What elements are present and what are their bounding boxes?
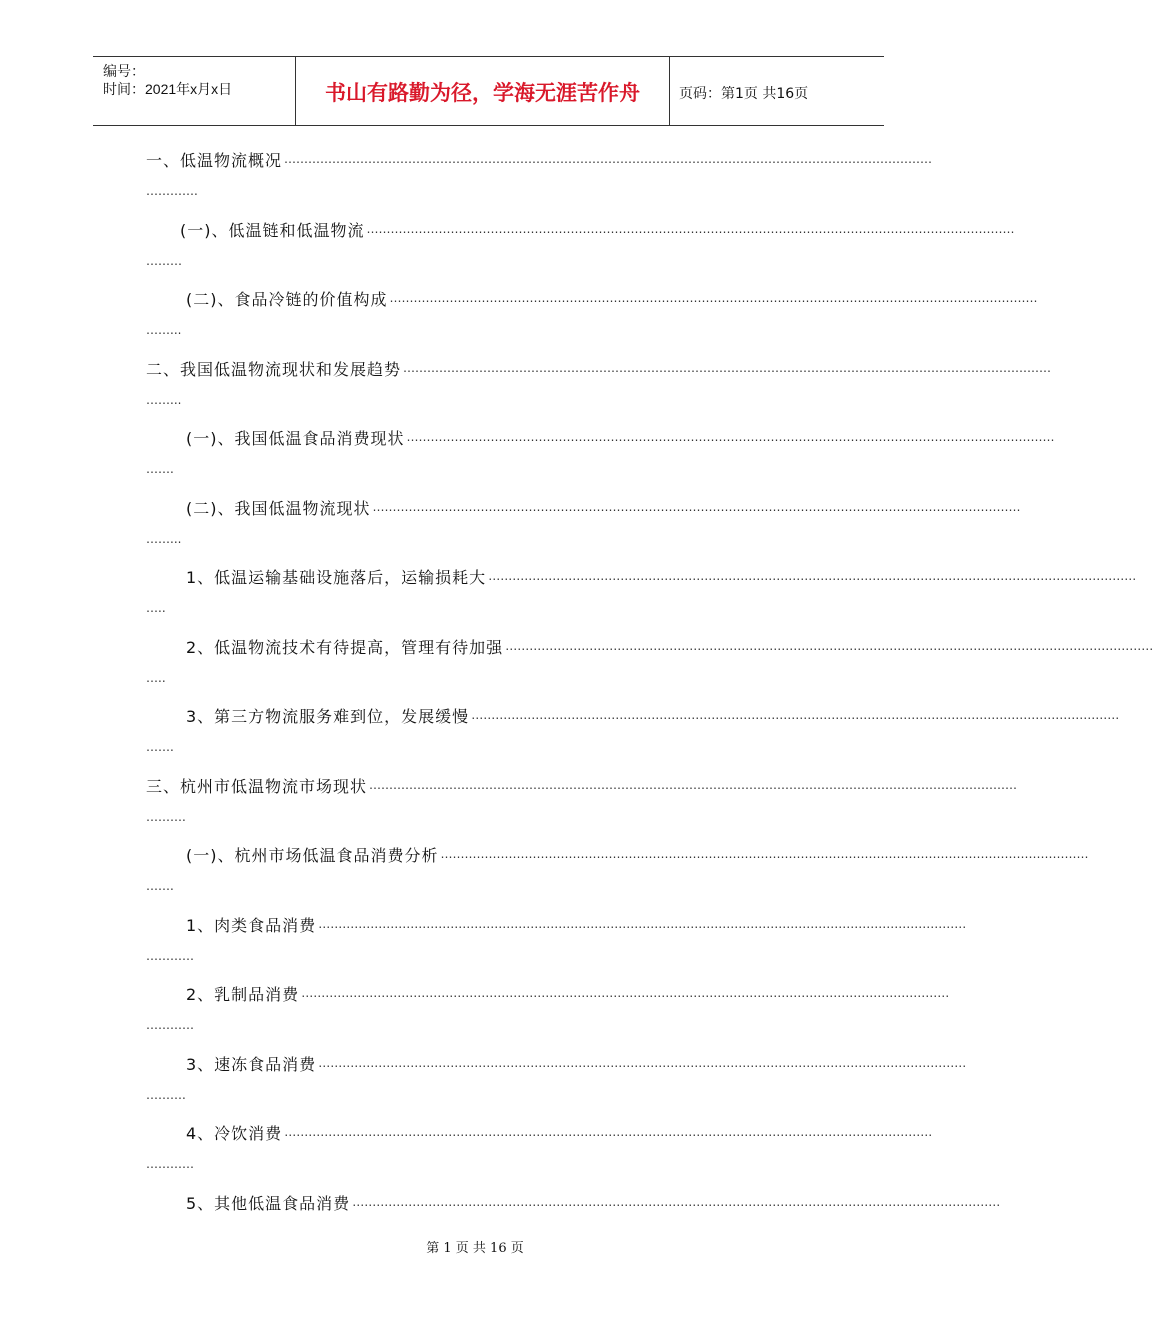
toc-entry[interactable]: (二)、我国低温物流现状 — [186, 499, 371, 518]
toc-leader-continuation: ………. — [146, 810, 186, 824]
toc-leader-continuation: ……... — [146, 532, 182, 546]
toc-leader-continuation: ……... — [146, 393, 182, 407]
toc-entry[interactable]: 一、低温物流概况 — [146, 151, 283, 170]
header-page-cell — [669, 57, 884, 125]
motto: 书山有路勤为径，学海无涯苦作舟 — [325, 81, 640, 105]
toc-leader-dots: ……………………………………………………………………………………………………………………………………………… — [366, 222, 1015, 236]
toc-leader-dots: ……………………………………………………………………………………………………………………………………………… — [284, 1125, 933, 1139]
toc-leader-continuation: ……. — [146, 462, 174, 476]
toc-leader-dots: ……………………………………………………………………………………………………………………………………………… — [488, 569, 1137, 583]
toc-leader-dots: ……………………………………………………………………………………………………………………………………………… — [505, 639, 1153, 653]
toc-leader-dots: ……………………………………………………………………………………………………………………………………………… — [406, 430, 1055, 444]
toc-leader-continuation: ………… — [146, 1157, 194, 1171]
number-label: 编号： — [103, 63, 145, 79]
toc-entry[interactable]: (二)、食品冷链的价值构成 — [186, 290, 388, 309]
toc-leader-continuation: ………… — [146, 949, 194, 963]
page-info: 页码：第1页 共16页 — [679, 86, 809, 102]
toc-leader-dots: ……………………………………………………………………………………………………………………………………………… — [389, 291, 1038, 305]
toc-entry[interactable]: 3、第三方物流服务难到位，发展缓慢 — [186, 707, 470, 726]
toc-leader-continuation: ……. — [146, 740, 174, 754]
toc-leader-dots: ……………………………………………………………………………………………………………………………………………… — [352, 1195, 1001, 1209]
toc-entry[interactable]: 3、速冻食品消费 — [186, 1055, 317, 1074]
toc-entry[interactable]: (一)、我国低温食品消费现状 — [186, 429, 405, 448]
toc-leader-continuation: ….. — [146, 601, 166, 615]
toc-entry[interactable]: (一)、杭州市场低温食品消费分析 — [186, 846, 439, 865]
toc-leader-continuation: ………. — [146, 1088, 186, 1102]
header-motto-cell — [295, 57, 670, 125]
toc-leader-dots: ……………………………………………………………………………………………………………………………………………… — [440, 847, 1089, 861]
toc-leader-continuation: ……. — [146, 879, 174, 893]
page-footer: 第 1 页 共 16 页 — [426, 1241, 524, 1256]
toc-leader-continuation: ………… — [146, 1018, 194, 1032]
toc-leader-dots: ……………………………………………………………………………………………………………………………………………… — [471, 708, 1120, 722]
time-label: 时间：2021年x月x日 — [103, 81, 233, 97]
toc-leader-dots: ……………………………………………………………………………………………………………………………………………… — [403, 361, 1052, 375]
toc-leader-continuation: ….. — [146, 671, 166, 685]
toc-leader-dots: ……………………………………………………………………………………………………………………………………………… — [318, 917, 967, 931]
toc-leader-continuation: …………. — [146, 184, 198, 198]
toc-entry[interactable]: 三、杭州市低温物流市场现状 — [146, 777, 368, 796]
toc-leader-dots: ……………………………………………………………………………………………………………………………………………… — [372, 500, 1021, 514]
toc-leader-dots: ……………………………………………………………………………………………………………………………………………… — [318, 1056, 967, 1070]
toc-entry[interactable]: 1、低温运输基础设施落后，运输损耗大 — [186, 568, 487, 587]
toc-entry[interactable]: 2、乳制品消费 — [186, 985, 300, 1004]
toc-entry[interactable]: 5、其他低温食品消费 — [186, 1194, 351, 1213]
toc-entry[interactable]: 二、我国低温物流现状和发展趋势 — [146, 360, 402, 379]
document-header — [93, 56, 884, 126]
header-meta-cell — [93, 57, 295, 125]
toc-leader-continuation: ……… — [146, 254, 182, 268]
toc-entry[interactable]: 2、低温物流技术有待提高，管理有待加强 — [186, 638, 504, 657]
toc-leader-dots: ……………………………………………………………………………………………………………………………………………… — [284, 152, 933, 166]
toc-leader-continuation: ……... — [146, 323, 182, 337]
toc-leader-dots: ……………………………………………………………………………………………………………………………………………… — [301, 986, 950, 1000]
toc-entry[interactable]: (一)、低温链和低温物流 — [180, 221, 365, 240]
toc-entry[interactable]: 1、肉类食品消费 — [186, 916, 317, 935]
toc-entry[interactable]: 4、冷饮消费 — [186, 1124, 283, 1143]
toc-leader-dots: ……………………………………………………………………………………………………………………………………………… — [369, 778, 1018, 792]
